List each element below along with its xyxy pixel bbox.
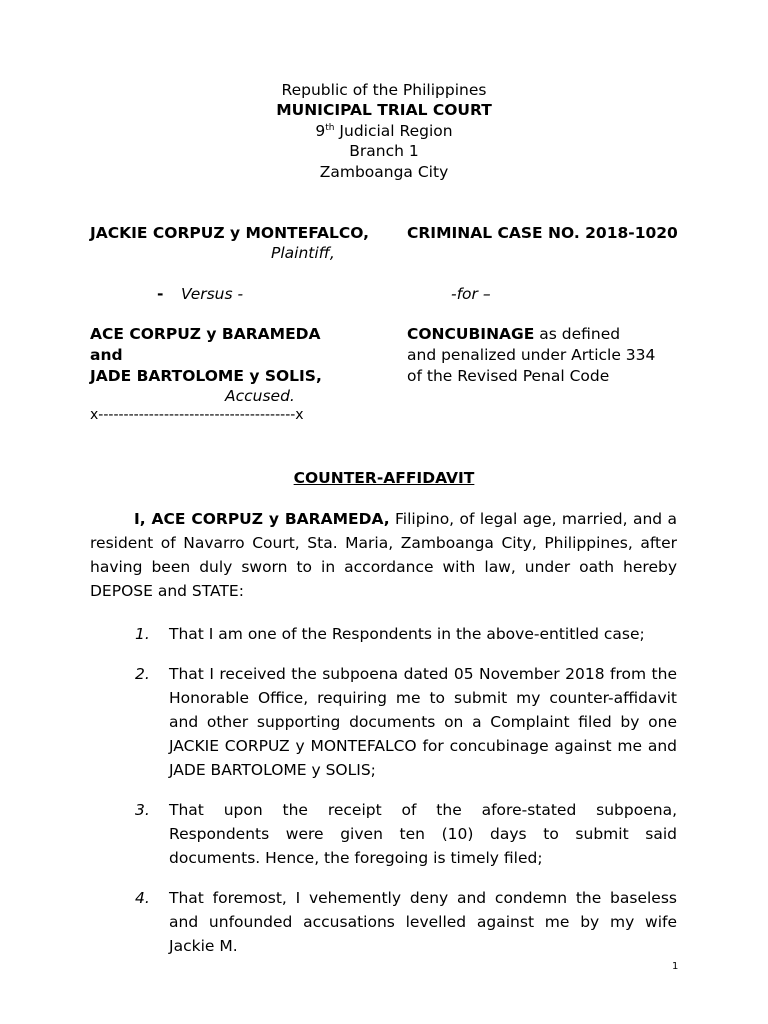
list-item: That upon the receipt of the afore-stated subpoena, Respondents were given ten (10) days to submit said documents. Hence, the foregoing is timely filed; xyxy=(169,801,677,867)
accused-1 xyxy=(90,325,321,343)
for-label: -for – xyxy=(451,285,491,303)
offense-line-2: and penalized under Article 334 xyxy=(407,346,656,364)
offense-line-3: of the Revised Penal Code xyxy=(407,367,610,385)
intro-paragraph xyxy=(90,507,677,603)
offense-rest: as defined xyxy=(534,325,621,343)
list-item: That foremost, I vehemently deny and condemn the baseless and unfounded accusations levelled against me by my wife Jackie M. xyxy=(169,889,677,955)
branch-line: Branch 1 xyxy=(349,142,419,160)
item-number: 1. xyxy=(135,625,150,643)
plaintiff-name-text: JACKIE CORPUZ y MONTEFALCO, xyxy=(90,224,369,242)
accused-2 xyxy=(90,367,322,385)
page-number: 1 xyxy=(672,961,679,972)
document-title xyxy=(0,468,768,489)
judicial-region xyxy=(0,121,768,142)
city-line: Zamboanga City xyxy=(319,163,449,181)
and-label xyxy=(90,346,123,364)
item-number: 2. xyxy=(135,665,150,683)
versus-label: Versus - xyxy=(181,285,244,303)
intro-text: Filipino, of legal age, married, and a resident of Navarro Court, Sta. Maria, Zamboanga City, Philippines, after having been duly sworn to in accordance with law, under oath hereby DEPOSE and STATE: xyxy=(90,510,677,600)
accused-2-text: JADE BARTOLOME y SOLIS, xyxy=(90,367,322,385)
region-suffix: th xyxy=(325,122,335,133)
region-number: 9 xyxy=(315,122,326,140)
list-item: That I received the subpoena dated 05 November 2018 from the Honorable Office, requiring me to submit my counter-affidavit and other supporting documents on a Complaint filed by one JACKIE CORPUZ y MONTEFALCO for concubinage against me and JADE BARTOLOME y SOLIS; xyxy=(169,665,677,779)
case-number xyxy=(407,224,678,242)
versus-dash xyxy=(157,285,163,303)
and-label-text: and xyxy=(90,346,123,364)
document-title-text: COUNTER-AFFIDAVIT xyxy=(293,469,475,487)
versus-dash-text: - xyxy=(157,285,164,303)
item-number: 3. xyxy=(135,801,150,819)
affiant-name: I, ACE CORPUZ y BARAMEDA, xyxy=(134,510,390,528)
republic-line: Republic of the Philippines xyxy=(281,81,487,99)
court-name-text: MUNICIPAL TRIAL COURT xyxy=(276,101,492,119)
accused-role: Accused. xyxy=(225,387,295,405)
region-label: Judicial Region xyxy=(334,122,453,140)
plaintiff-name xyxy=(90,224,369,242)
offense-bold: CONCUBINAGE xyxy=(407,325,535,343)
case-number-text: CRIMINAL CASE NO. 2018-1020 xyxy=(407,224,678,242)
list-item: That I am one of the Respondents in the above-entitled case; xyxy=(169,625,645,643)
court-name xyxy=(0,100,768,121)
item-number: 4. xyxy=(135,889,150,907)
offense-line-1 xyxy=(407,325,620,343)
plaintiff-role: Plaintiff, xyxy=(271,244,335,262)
accused-1-text: ACE CORPUZ y BARAMEDA xyxy=(90,325,321,343)
caption-separator: x---------------------------------------x xyxy=(90,407,304,423)
